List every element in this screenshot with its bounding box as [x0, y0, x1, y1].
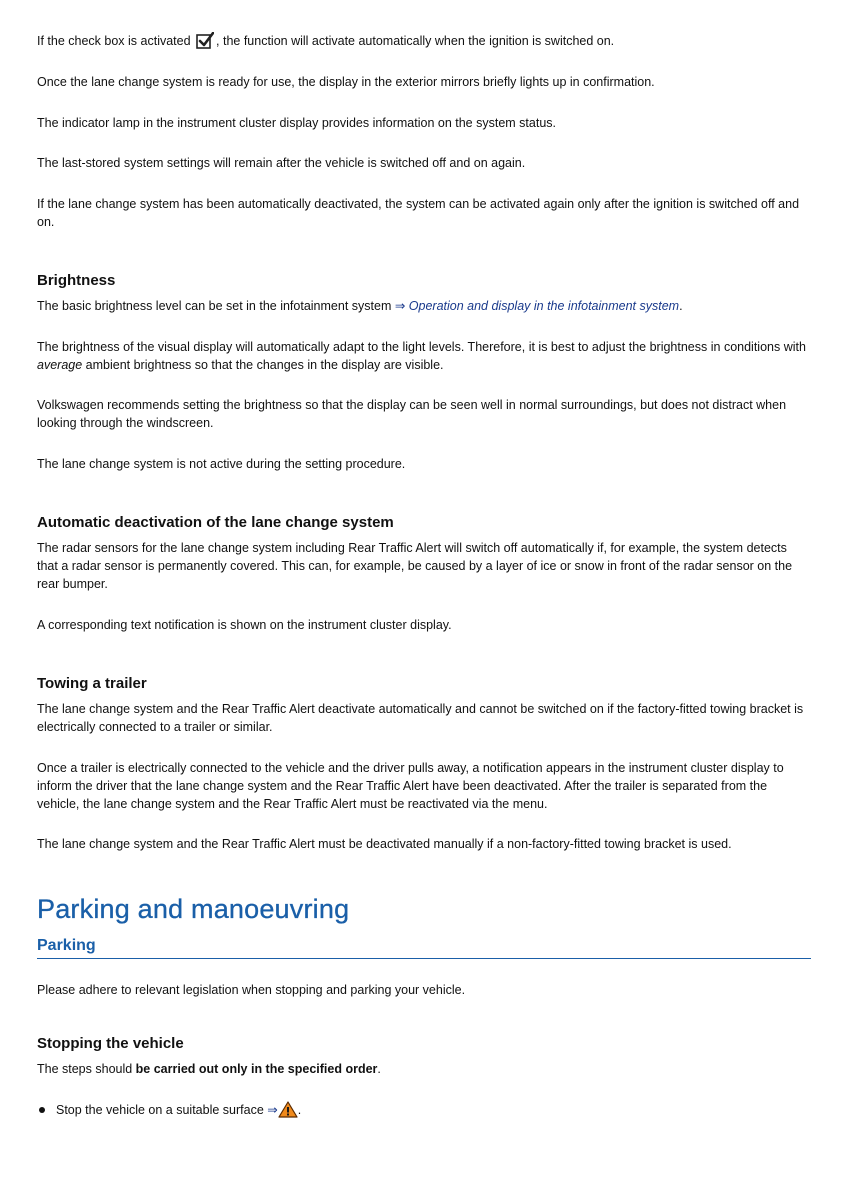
settings-stored-paragraph: The last-stored system settings will remain after the vehicle is switched off and on again.: [37, 156, 526, 170]
indicator-lamp-paragraph: The indicator lamp in the instrument cluster display provides information on the system status.: [37, 116, 556, 130]
text-fragment: Stop the vehicle on a suitable surface: [56, 1103, 268, 1117]
manual-deactivation-paragraph: The lane change system and the Rear Traffic Alert must be deactivated manually if a non-factory-fitted towing bracket is used.: [37, 837, 732, 851]
text-fragment: .: [297, 1103, 302, 1117]
ready-paragraph: Once the lane change system is ready for use, the display in the exterior mirrors briefly lights up in confirmation.: [37, 75, 655, 89]
text-fragment: The basic brightness level can be set in the infotainment system: [37, 299, 395, 313]
text-fragment: , the function will activate automatically when the ignition is switched on.: [216, 34, 615, 48]
text-fragment: .: [679, 299, 683, 313]
reactivation-paragraph: If the lane change system has been automatically deactivated, the system can be activated again only after the ignition is switched off and on.: [37, 197, 800, 229]
text-fragment: If the check box is activated: [37, 34, 195, 48]
legislation-paragraph: Please adhere to relevant legislation when stopping and parking your vehicle.: [37, 983, 466, 997]
text-fragment: The brightness of the visual display will automatically adapt to the light levels. Therefore, it is best to adjust the brightness in conditions with: [37, 340, 806, 354]
brightness-basic-paragraph: [37, 297, 811, 315]
section-title-parking: Parking: [37, 936, 811, 959]
chapter-title: Parking and manoeuvring: [37, 894, 350, 924]
checked-checkbox-icon: [196, 32, 214, 55]
list-item-text: [56, 1101, 301, 1123]
brightness-heading: Brightness: [37, 272, 116, 289]
text-fragment: ambient brightness so that the changes in the display are visible.: [82, 358, 444, 372]
brightness-inactive-paragraph: The lane change system is not active during the setting procedure.: [37, 457, 406, 471]
text-fragment: The steps should: [37, 1062, 136, 1076]
brightness-adapt-paragraph: [37, 338, 811, 374]
warning-triangle-icon[interactable]: [278, 1101, 298, 1123]
towing-trailer-heading: Towing a trailer: [37, 675, 147, 692]
brightness-recommendation-paragraph: Volkswagen recommends setting the brightness so that the display can be seen well in normal surroundings, but does not distract when looking through the windscreen.: [37, 398, 787, 430]
text-fragment: .: [377, 1062, 381, 1076]
cross-reference-arrow-icon: ⇒: [267, 1103, 278, 1117]
radar-sensors-paragraph: The radar sensors for the lane change system including Rear Traffic Alert will switch off automatically if, for example, the system detects that a radar sensor is permanently covered. This can, for example, be caused by a layer of ice or snow in front of the radar sensor on the rear bumper.: [37, 541, 793, 591]
auto-deactivation-heading: Automatic deactivation of the lane change system: [37, 514, 394, 531]
emphasis-text: average: [37, 358, 83, 372]
cross-reference-arrow-icon: ⇒: [394, 299, 406, 313]
stopping-vehicle-heading: Stopping the vehicle: [37, 1035, 184, 1052]
bullet-icon: [39, 1107, 45, 1113]
infotainment-operation-link[interactable]: Operation and display in the infotainment system: [405, 299, 680, 313]
trailer-notification-paragraph: Once a trailer is electrically connected to the vehicle and the driver pulls away, a notification appears in the instrument cluster display to inform the driver that the lane change system and the Rear Traffic Alert have been deactivated. After the trailer is separated from the vehicle, the lane change system and the Rear Traffic Alert must be reactivated via the menu.: [37, 761, 784, 811]
order-paragraph: [37, 1060, 811, 1078]
towing-deactivate-paragraph: The lane change system and the Rear Traffic Alert deactivate automatically and cannot be switched on if the factory-fitted towing bracket is electrically connected to a trailer or similar.: [37, 702, 804, 734]
checkbox-activation-paragraph: [37, 32, 811, 55]
text-notification-paragraph: A corresponding text notification is shown on the instrument cluster display.: [37, 618, 452, 632]
bold-text: be carried out only in the specified order: [135, 1062, 378, 1076]
